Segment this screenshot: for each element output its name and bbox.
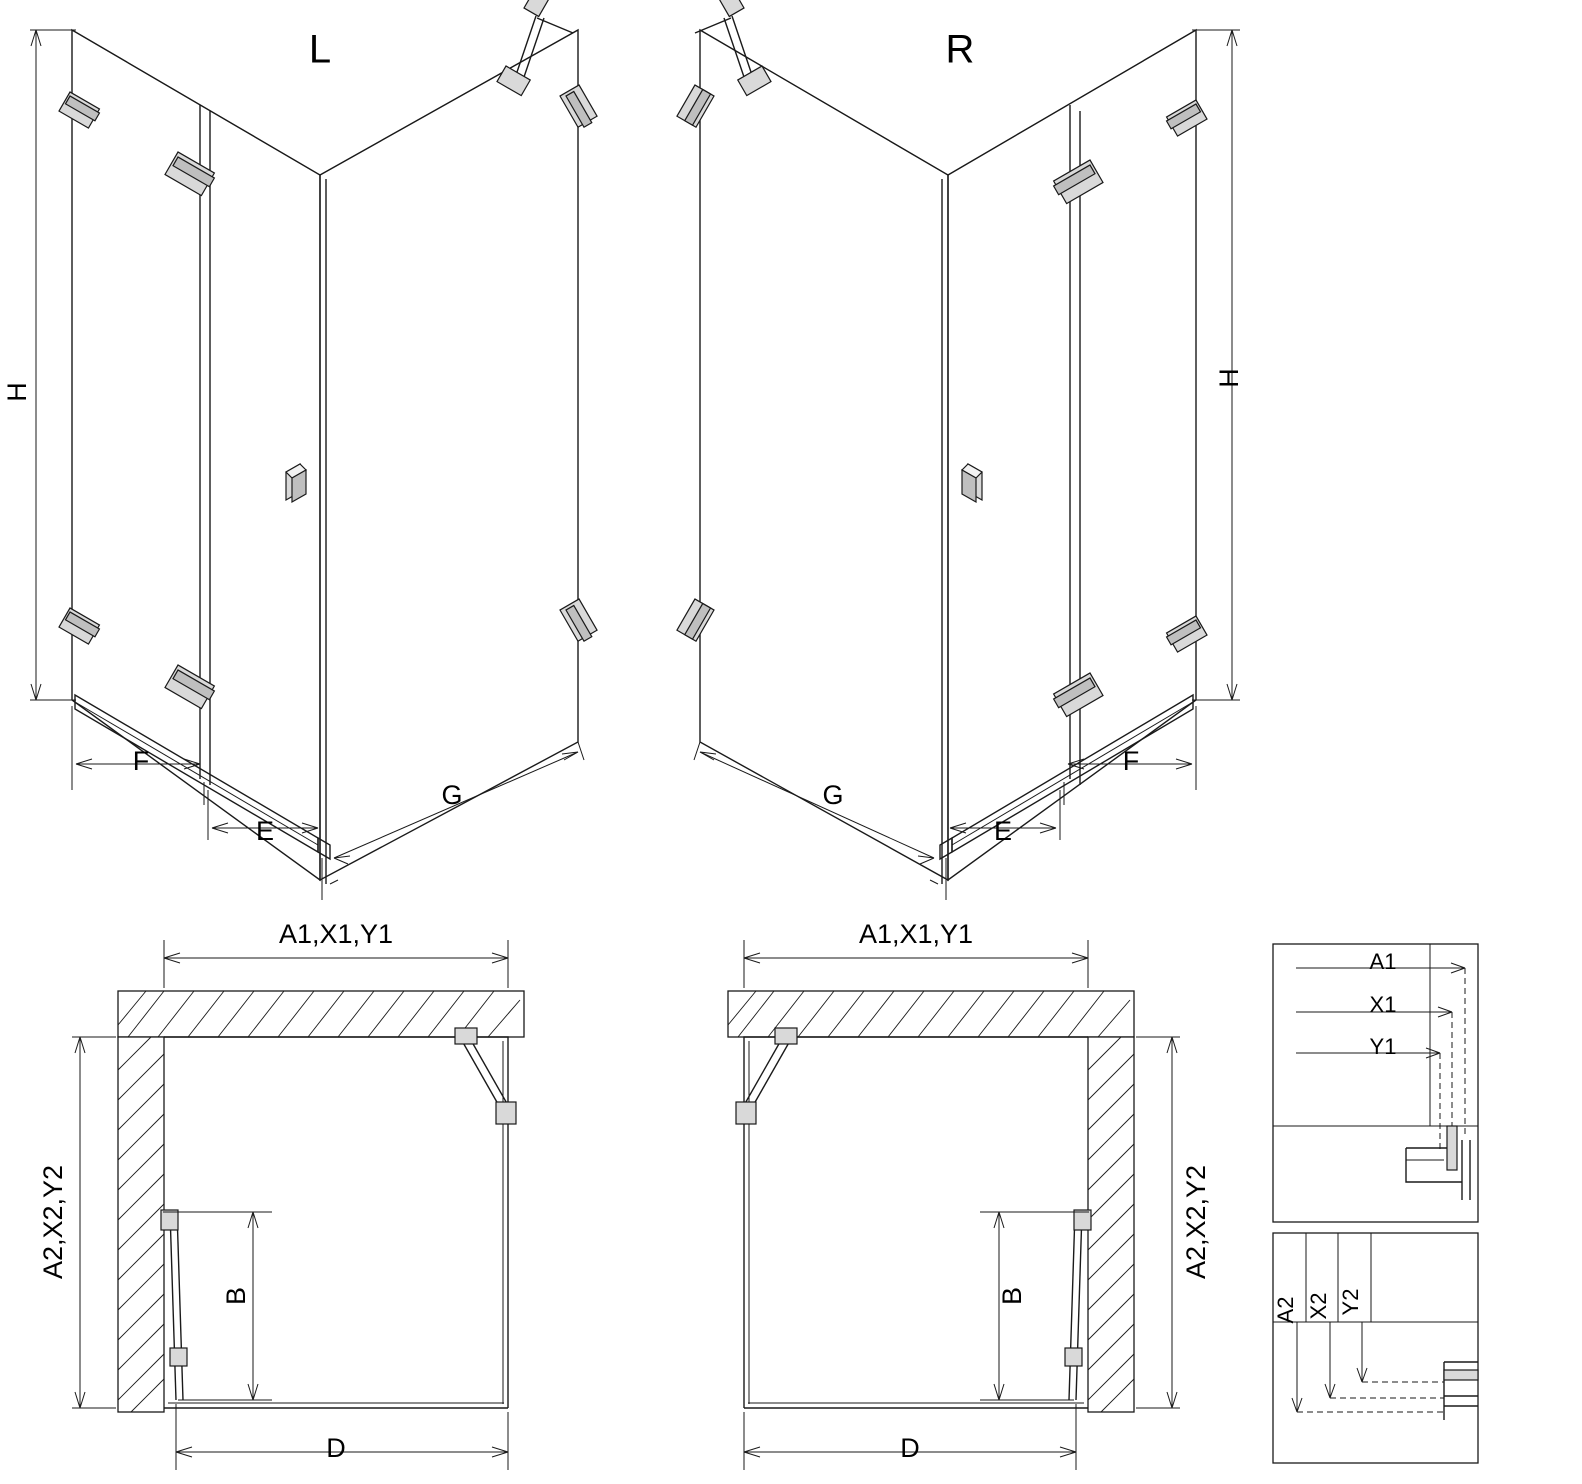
iso-right-label-e: E: [993, 816, 1013, 847]
iso-right-left-face-hardware: [677, 85, 714, 641]
detail-bottom-label-x2: X2: [1305, 1292, 1331, 1320]
plan-left-label-a1x1y1: A1,X1,Y1: [278, 919, 394, 950]
plan-left-support-bar: [455, 1028, 516, 1124]
plan-right-enclosure: [744, 1037, 1088, 1408]
iso-right-dim-h: [1192, 30, 1240, 700]
plan-left-label-b: B: [221, 1286, 252, 1306]
plan-right-label-a2x2y2: A2,X2,Y2: [1181, 1164, 1212, 1280]
iso-left-dim-g: [330, 742, 584, 884]
iso-left-label-g: G: [441, 780, 463, 811]
plan-left-enclosure: [164, 1037, 508, 1408]
iso-left-dim-h: [30, 30, 76, 700]
view-plan-right: [728, 919, 1211, 1470]
detail-bottom-label-a2: A2: [1272, 1296, 1298, 1324]
iso-right-label-h: H: [1214, 368, 1245, 388]
iso-right-dim-g: [694, 742, 938, 884]
iso-right-glass-panels: [700, 27, 1196, 884]
plan-left-door-leaf: [161, 1210, 187, 1400]
plan-right-label-a1x1y1: A1,X1,Y1: [858, 919, 974, 950]
iso-right-hand-label: R: [945, 27, 975, 72]
detail-bottom-label-y2: Y2: [1337, 1288, 1363, 1316]
iso-left-hand-label: L: [308, 27, 332, 72]
iso-right-base-profile: [940, 695, 1193, 859]
iso-left-label-h: H: [2, 382, 33, 402]
plan-right-label-d: D: [900, 1433, 920, 1464]
plan-right-side-wall: [1088, 1037, 1134, 1412]
view-detail-top: [1273, 944, 1478, 1222]
view-iso-left: [2, 0, 597, 900]
iso-right-door-handle: [962, 464, 982, 502]
iso-left-label-e: E: [255, 816, 275, 847]
iso-left-label-f: F: [132, 746, 150, 777]
view-plan-left: [38, 919, 524, 1470]
detail-top-label-a1: A1: [1369, 948, 1397, 974]
iso-right-hinges: [1054, 100, 1207, 717]
plan-left-dim-a2x2y2: [72, 1037, 116, 1408]
iso-left-door-handle: [286, 464, 306, 502]
iso-left-support-bar: [497, 0, 573, 96]
iso-right-label-f: F: [1122, 746, 1140, 777]
iso-left-base-profile: [75, 695, 330, 859]
iso-left-hinges: [59, 92, 214, 709]
plan-right-door-leaf: [1065, 1210, 1091, 1400]
view-detail-bottom: [1273, 1233, 1478, 1463]
plan-left-side-wall: [118, 1037, 164, 1412]
detail-top-label-x1: X1: [1369, 991, 1397, 1017]
iso-right-label-g: G: [822, 780, 844, 811]
plan-left-label-a2x2y2: A2,X2,Y2: [38, 1164, 69, 1280]
plan-right-support-bar: [736, 1028, 797, 1124]
view-iso-right: [677, 0, 1244, 900]
iso-right-support-bar: [695, 0, 771, 96]
plan-right-dim-a2x2y2: [1136, 1037, 1180, 1408]
plan-right-label-b: B: [997, 1286, 1028, 1306]
detail-top-label-y1: Y1: [1369, 1033, 1397, 1059]
plan-left-label-d: D: [326, 1433, 346, 1464]
